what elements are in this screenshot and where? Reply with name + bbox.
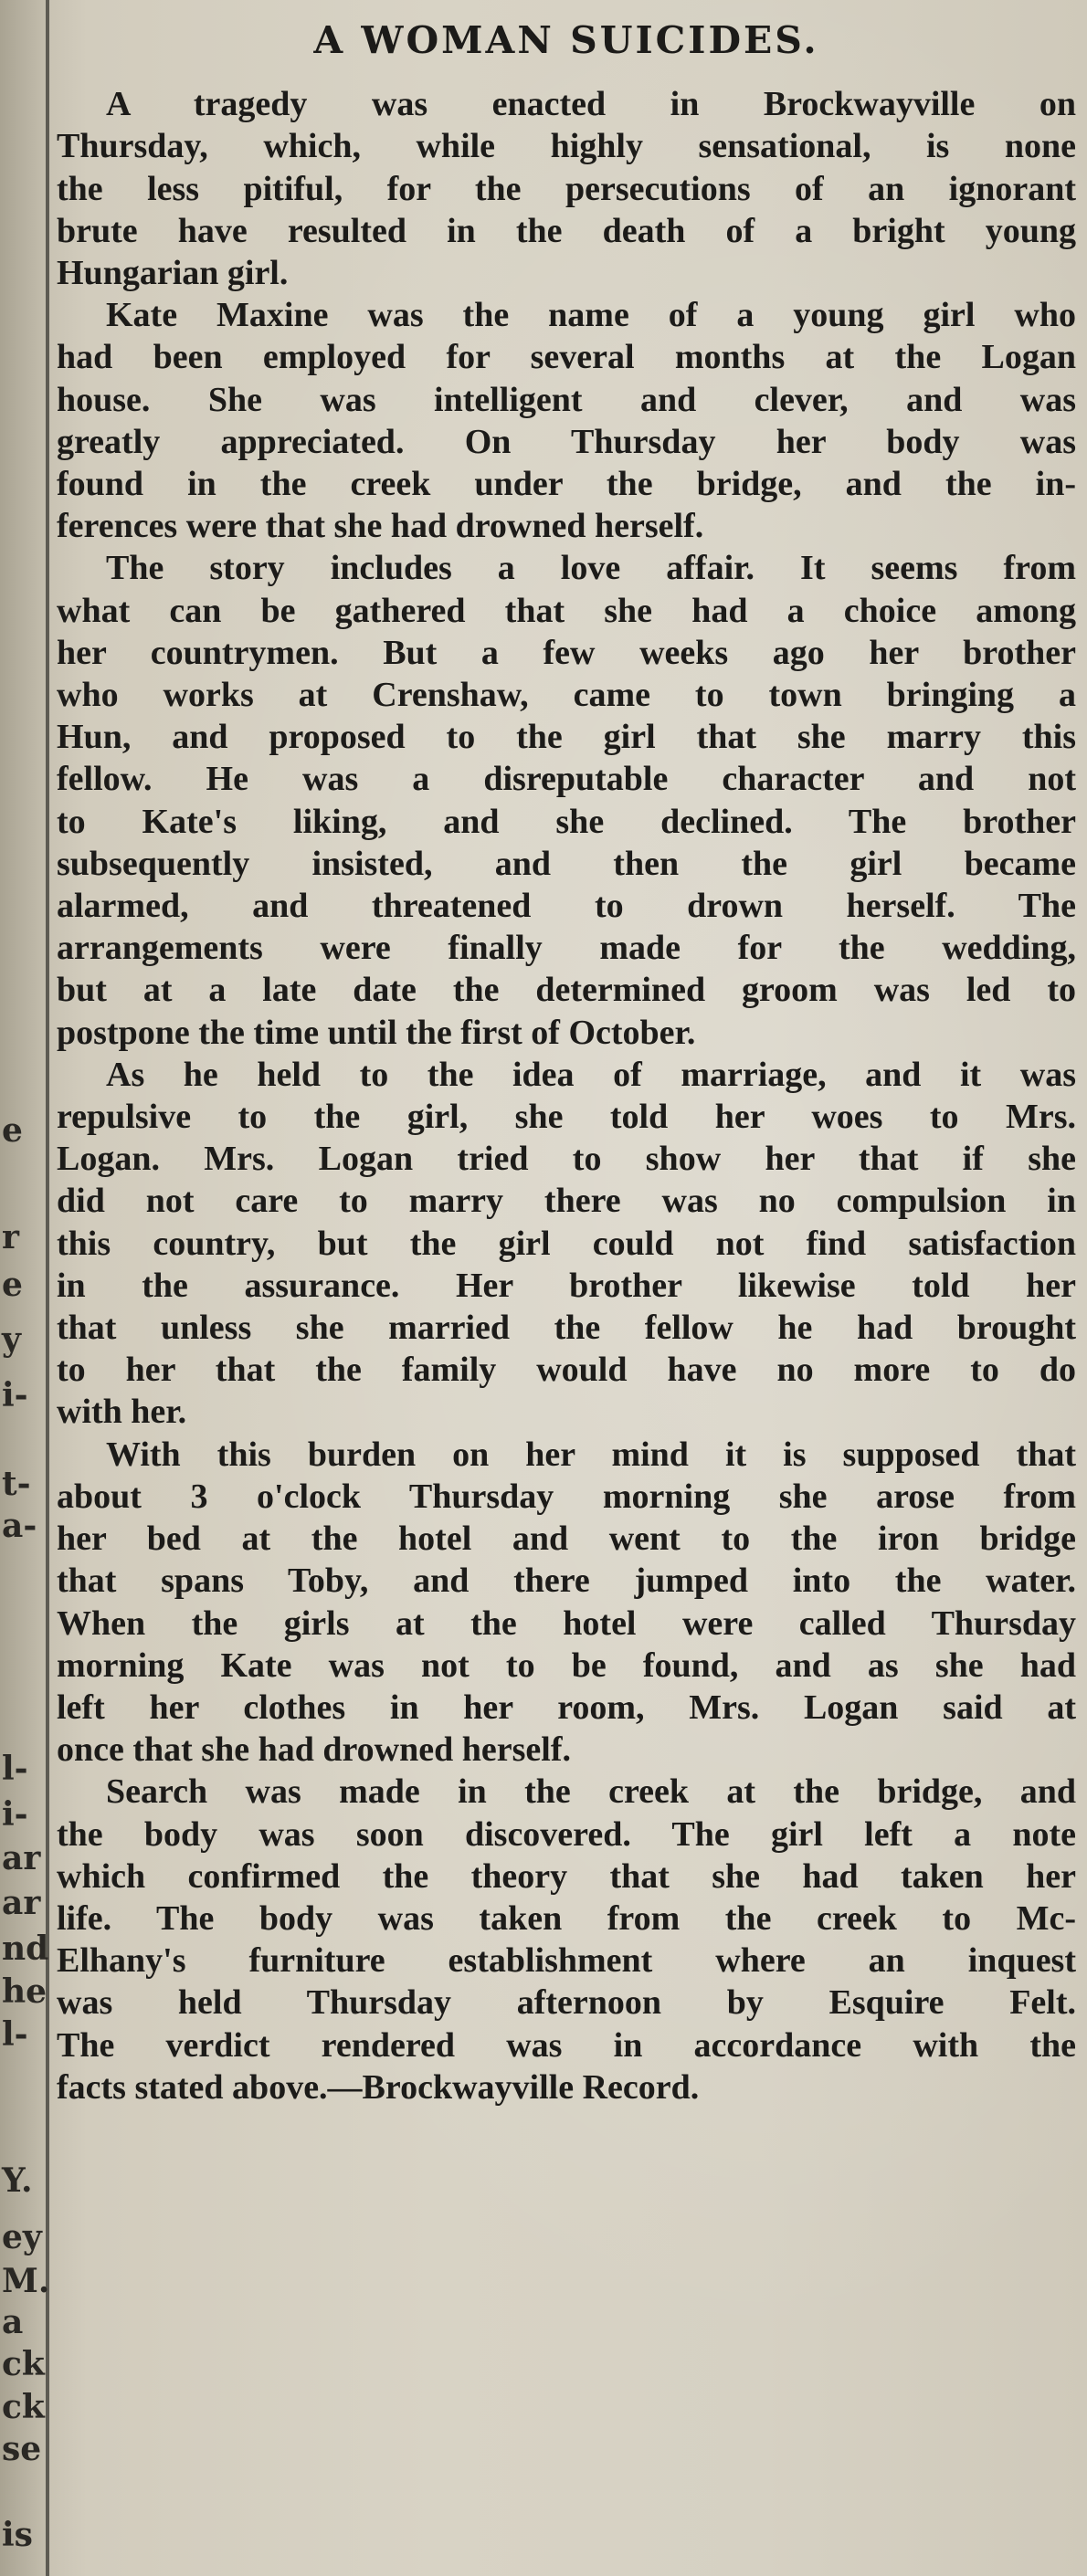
text-line: greatly appreciated. On Thursday her body was [57, 422, 1076, 461]
article-paragraph [57, 547, 1076, 1053]
margin-fragment: e [2, 1266, 23, 1304]
margin-fragment: a [2, 2303, 24, 2341]
text-line: Kate Maxine was the name of a young girl who [106, 296, 1076, 335]
margin-fragment: he [2, 1972, 47, 2011]
text-line: that unless she married the fellow he had brought [57, 1309, 1076, 1348]
text-line: The story includes a love affair. It seems from [106, 549, 1076, 588]
text-line: Search was made in the creek at the bridge, and [106, 1772, 1076, 1812]
text-line: alarmed, and threatened to drown herself. The [57, 887, 1076, 926]
text-line: fellow. He was a disreputable character and not [57, 760, 1076, 799]
margin-fragment: y [2, 1320, 21, 1359]
text-line: brute have resulted in the death of a bright young [57, 211, 1076, 250]
margin-fragment: i- [2, 1795, 28, 1834]
margin-fragment: ar [2, 1884, 41, 1922]
text-line: about 3 o'clock Thursday morning she arose from [57, 1477, 1076, 1516]
margin-fragment: a- [2, 1507, 37, 1545]
text-line: to Kate's liking, and she declined. The brother [57, 802, 1076, 841]
text-line: was held Thursday afternoon by Esquire Felt. [57, 1983, 1076, 2023]
text-line: As he held to the idea of marriage, and it was [106, 1055, 1076, 1094]
margin-fragment: Y. [2, 2161, 33, 2200]
text-line: her countrymen. But a few weeks ago her brother [57, 633, 1076, 672]
article-paragraph [57, 1054, 1076, 1434]
margin-fragment: nd [2, 1929, 49, 1968]
margin-fragment: ck [2, 2345, 45, 2383]
margin-fragment: l- [2, 1750, 28, 1788]
text-line: A tragedy was enacted in Brockwayville on [106, 85, 1076, 124]
article-paragraph [57, 1434, 1076, 1772]
text-line: which confirmed the theory that she had taken her [57, 1856, 1076, 1896]
margin-fragment: ar [2, 1839, 41, 1877]
text-line: the body was soon discovered. The girl left a note [57, 1814, 1076, 1854]
text-line: who works at Crenshaw, came to town bringing a [57, 676, 1076, 715]
text-line: had been employed for several months at the Logan [57, 338, 1076, 377]
text-line: arrangements were finally made for the wedding, [57, 929, 1076, 968]
text-line: what can be gathered that she had a choice among [57, 591, 1076, 630]
margin-fragment: l- [2, 2015, 28, 2054]
text-line: to her that the family would have no more to do [57, 1351, 1076, 1390]
text-line: Elhany's furniture establishment where an inquest [57, 1941, 1076, 1981]
margin-fragment: M. [2, 2262, 50, 2300]
margin-fragment: se [2, 2430, 42, 2468]
text-line: house. She was intelligent and clever, and was [57, 380, 1076, 419]
margin-fragment: i- [2, 1376, 28, 1414]
margin-fragment: t- [2, 1465, 31, 1503]
text-line: that spans Toby, and there jumped into the water. [57, 1561, 1076, 1601]
text-line: When the girls at the hotel were called Thursday [57, 1603, 1076, 1643]
text-line: but at a late date the determined groom was led to [57, 971, 1076, 1010]
text-line: Hun, and proposed to the girl that she marry this [57, 718, 1076, 757]
text-line: Thursday, which, while highly sensational, is none [57, 127, 1076, 166]
text-line: With this burden on her mind it is supposed that [106, 1435, 1076, 1474]
text-line: ferences were that she had drowned herself. [57, 507, 704, 546]
text-line: with her. [57, 1393, 187, 1432]
text-line: found in the creek under the bridge, and the in- [57, 465, 1076, 504]
article-paragraph [57, 1771, 1076, 2108]
margin-fragment: r [2, 1218, 19, 1256]
text-line: in the assurance. Her brother likewise told her [57, 1266, 1076, 1305]
article [57, 18, 1076, 2108]
text-line: her bed at the hotel and went to the iron bridge [57, 1519, 1076, 1559]
text-line: postpone the time until the first of October. [57, 1013, 696, 1052]
text-line: morning Kate was not to be found, and as she had [57, 1645, 1076, 1685]
article-paragraph [57, 83, 1076, 294]
article-headline: A WOMAN SUICIDES. [313, 18, 819, 62]
text-line: left her clothes in her room, Mrs. Logan said at [57, 1688, 1076, 1727]
text-line: Logan. Mrs. Logan tried to show her that if she [57, 1140, 1076, 1179]
margin-fragment: is [2, 2516, 33, 2554]
text-line: once that she had drowned herself. [57, 1730, 571, 1770]
text-line: The verdict rendered was in accordance with the [57, 2025, 1076, 2065]
text-line: Hungarian girl. [57, 254, 289, 292]
text-line: did not care to marry there was no compulsion in [57, 1182, 1076, 1221]
article-paragraph [57, 294, 1076, 547]
text-line: life. The body was taken from the creek to Mc- [57, 1898, 1076, 1938]
article-body [57, 83, 1076, 2108]
margin-fragment: ck [2, 2388, 45, 2426]
text-line: subsequently insisted, and then the girl became [57, 844, 1076, 883]
column-rule [46, 0, 49, 2576]
margin-fragment: ey [2, 2218, 42, 2256]
text-line: the less pitiful, for the persecutions of an ignorant [57, 169, 1076, 208]
text-line: facts stated above.—Brockwayville Record. [57, 2067, 700, 2107]
adjacent-column-fragments [0, 0, 50, 2576]
text-line: repulsive to the girl, she told her woes to Mrs. [57, 1098, 1076, 1137]
margin-fragment: e [2, 1111, 23, 1150]
text-line: this country, but the girl could not find satisfaction [57, 1224, 1076, 1263]
